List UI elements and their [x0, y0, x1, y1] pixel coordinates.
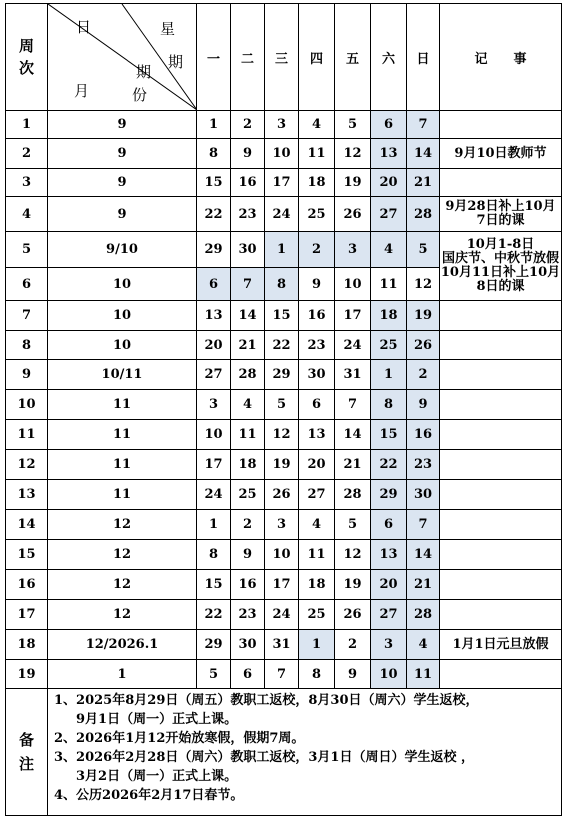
school-calendar-table: [5, 3, 562, 816]
date-cell: 27: [371, 197, 407, 232]
date-cell: 29: [197, 630, 231, 660]
date-cell: 15: [197, 570, 231, 600]
week-row: [6, 331, 562, 360]
event-note: 1月1日元旦放假: [440, 630, 562, 660]
date-cell: 13: [371, 540, 407, 570]
event-note-empty: [440, 540, 562, 570]
remark-line: 1、2025年8月29日（周五）教职工返校，8月30日（周六）学生返校，: [54, 693, 479, 708]
date-cell: 8: [265, 268, 299, 301]
date-cell: 21: [231, 331, 265, 360]
month-cell: 10/11: [48, 360, 197, 390]
date-cell: 25: [371, 331, 407, 360]
month-cell: 12: [48, 510, 197, 540]
event-line: 国庆节、中秋节放假: [441, 251, 559, 266]
date-cell: 19: [335, 570, 371, 600]
date-cell: 1: [265, 232, 299, 268]
week-row: [6, 450, 562, 480]
date-cell: 30: [231, 630, 265, 660]
date-cell: 9: [231, 139, 265, 169]
remarks-row: [6, 689, 562, 816]
month-cell: 12/2026.1: [48, 630, 197, 660]
month-cell: 12: [48, 570, 197, 600]
date-cell: 20: [371, 570, 407, 600]
day-header-sat: 六: [371, 4, 407, 111]
day-header-fri: 五: [335, 4, 371, 111]
date-cell: 24: [197, 480, 231, 510]
event-note-empty: [440, 360, 562, 390]
event-note-empty: [440, 331, 562, 360]
event-line: 9月28日补上10月: [445, 199, 556, 214]
date-cell: 8: [299, 660, 335, 689]
date-cell: 11: [407, 660, 440, 689]
week-number: 15: [6, 540, 48, 570]
corner-qi-upper: 期: [168, 53, 184, 71]
date-cell: 21: [407, 570, 440, 600]
date-cell: 24: [265, 197, 299, 232]
date-cell: 6: [231, 660, 265, 689]
date-cell: 14: [407, 139, 440, 169]
date-cell: 31: [335, 360, 371, 390]
event-note-empty: [440, 510, 562, 540]
remark-line: 3、2026年2月28日（周六）教职工返校，3月1日（周日）学生返校 ，: [54, 750, 474, 765]
date-cell: 1: [197, 111, 231, 139]
date-cell: 12: [407, 268, 440, 301]
week-row: [6, 480, 562, 510]
date-cell: 3: [197, 390, 231, 420]
remark-line: 3月2日（周一）正式上课。: [76, 769, 238, 784]
week-number: 9: [6, 360, 48, 390]
month-cell: 11: [48, 390, 197, 420]
date-cell: 23: [407, 450, 440, 480]
date-cell: 2: [407, 360, 440, 390]
week-row: [6, 540, 562, 570]
date-cell: 17: [197, 450, 231, 480]
date-cell: 15: [197, 169, 231, 197]
date-cell: 6: [371, 111, 407, 139]
date-cell: 15: [371, 420, 407, 450]
date-cell: 9: [231, 540, 265, 570]
event-line: 8日的课: [476, 279, 525, 294]
week-row: [6, 570, 562, 600]
date-cell: 19: [335, 169, 371, 197]
date-cell: 3: [265, 111, 299, 139]
event-line: 7日的课: [476, 213, 525, 228]
event-note-empty: [440, 420, 562, 450]
event-note: [440, 197, 562, 232]
date-cell: 26: [265, 480, 299, 510]
date-cell: 11: [231, 420, 265, 450]
week-row: [6, 660, 562, 689]
date-cell: 18: [299, 570, 335, 600]
month-cell: 9: [48, 197, 197, 232]
date-cell: 5: [407, 232, 440, 268]
week-number: 8: [6, 331, 48, 360]
week-row: [6, 600, 562, 630]
date-cell: 29: [371, 480, 407, 510]
date-cell: 5: [265, 390, 299, 420]
date-cell: 10: [335, 268, 371, 301]
date-cell: 4: [231, 390, 265, 420]
date-cell: 27: [197, 360, 231, 390]
corner-yue: 月: [74, 82, 90, 100]
month-cell: 11: [48, 420, 197, 450]
remark-line: 4、公历2026年2月17日春节。: [54, 788, 244, 803]
corner-qi-lower: 期: [136, 63, 152, 81]
date-cell: 9: [299, 268, 335, 301]
date-cell: 12: [335, 540, 371, 570]
date-cell: 25: [231, 480, 265, 510]
date-cell: 11: [299, 139, 335, 169]
date-cell: 14: [335, 420, 371, 450]
date-cell: 28: [231, 360, 265, 390]
event-note-empty: [440, 450, 562, 480]
date-cell: 3: [371, 630, 407, 660]
date-cell: 8: [371, 390, 407, 420]
month-cell: 9: [48, 139, 197, 169]
week-number: 13: [6, 480, 48, 510]
week-number: 17: [6, 600, 48, 630]
date-cell: 1: [371, 360, 407, 390]
week-number: 1: [6, 111, 48, 139]
date-cell: 1: [299, 630, 335, 660]
date-cell: 23: [231, 197, 265, 232]
date-cell: 28: [407, 600, 440, 630]
month-cell: 11: [48, 480, 197, 510]
week-number: 18: [6, 630, 48, 660]
date-cell: 5: [335, 510, 371, 540]
date-cell: 18: [371, 301, 407, 331]
event-note: 9月10日教师节: [440, 139, 562, 169]
date-cell: 8: [197, 139, 231, 169]
event-note-empty: [440, 600, 562, 630]
corner-header-cell: [48, 4, 197, 111]
date-cell: 10: [371, 660, 407, 689]
date-cell: 18: [299, 169, 335, 197]
date-cell: 16: [299, 301, 335, 331]
day-header-mon: 一: [197, 4, 231, 111]
week-number: 14: [6, 510, 48, 540]
date-cell: 12: [265, 420, 299, 450]
month-cell: 12: [48, 540, 197, 570]
date-cell: 30: [231, 232, 265, 268]
day-header-wed: 三: [265, 4, 299, 111]
remark-line: 2、2026年1月12开始放寒假，假期7周。: [54, 731, 305, 746]
month-cell: 12: [48, 600, 197, 630]
date-cell: 31: [265, 630, 299, 660]
month-cell: 10: [48, 301, 197, 331]
date-cell: 29: [265, 360, 299, 390]
date-cell: 10: [265, 139, 299, 169]
week-row: [6, 169, 562, 197]
date-cell: 4: [299, 111, 335, 139]
date-cell: 7: [335, 390, 371, 420]
week-column-label: 周 次: [18, 37, 34, 77]
date-cell: 13: [299, 420, 335, 450]
date-cell: 30: [407, 480, 440, 510]
date-cell: 6: [299, 390, 335, 420]
event-note-empty: [440, 169, 562, 197]
date-cell: 17: [265, 570, 299, 600]
remarks-label-char: 注: [18, 755, 34, 773]
month-cell: 9/10: [48, 232, 197, 268]
date-cell: 5: [335, 111, 371, 139]
event-note-empty: [440, 660, 562, 689]
date-cell: 2: [299, 232, 335, 268]
date-cell: 19: [265, 450, 299, 480]
date-cell: 3: [265, 510, 299, 540]
date-cell: 9: [407, 390, 440, 420]
week-column-header: [6, 4, 48, 111]
event-line: 10月1-8日: [466, 237, 535, 252]
remarks-label-char: 备: [18, 731, 34, 749]
date-cell: 23: [299, 331, 335, 360]
week-number: 16: [6, 570, 48, 600]
date-cell: 2: [231, 510, 265, 540]
date-cell: 4: [371, 232, 407, 268]
week-row: [6, 360, 562, 390]
date-cell: 8: [197, 540, 231, 570]
remark-line: 9月1日（周一）正式上课。: [76, 712, 238, 727]
date-cell: 22: [265, 331, 299, 360]
date-cell: 24: [335, 331, 371, 360]
date-cell: 20: [299, 450, 335, 480]
day-header-sun: 日: [407, 4, 440, 111]
notes-column-header: 记 事: [440, 4, 562, 111]
month-cell: 10: [48, 331, 197, 360]
event-note-empty: [440, 301, 562, 331]
date-cell: 7: [407, 111, 440, 139]
date-cell: 15: [265, 301, 299, 331]
date-cell: 14: [231, 301, 265, 331]
week-number: 4: [6, 197, 48, 232]
date-cell: 4: [299, 510, 335, 540]
date-cell: 22: [197, 197, 231, 232]
week-number: 7: [6, 301, 48, 331]
month-cell: 11: [48, 450, 197, 480]
date-cell: 22: [197, 600, 231, 630]
date-cell: 2: [335, 630, 371, 660]
week-row: [6, 301, 562, 331]
week-row: [6, 139, 562, 169]
event-line: 10月11日补上10月: [440, 265, 561, 280]
date-cell: 12: [335, 139, 371, 169]
header-row: [6, 4, 562, 111]
date-cell: 21: [335, 450, 371, 480]
week-row: [6, 630, 562, 660]
date-cell: 16: [231, 169, 265, 197]
date-cell: 23: [231, 600, 265, 630]
date-cell: 21: [407, 169, 440, 197]
date-cell: 20: [371, 169, 407, 197]
date-cell: 16: [231, 570, 265, 600]
week-number: 10: [6, 390, 48, 420]
date-cell: 28: [335, 480, 371, 510]
date-cell: 24: [265, 600, 299, 630]
date-cell: 16: [407, 420, 440, 450]
day-header-tue: 二: [231, 4, 265, 111]
week-number: 3: [6, 169, 48, 197]
date-cell: 6: [197, 268, 231, 301]
date-cell: 11: [299, 540, 335, 570]
event-note-empty: [440, 111, 562, 139]
week-number: 12: [6, 450, 48, 480]
date-cell: 1: [197, 510, 231, 540]
week-number: 2: [6, 139, 48, 169]
week-number: 5: [6, 232, 48, 268]
month-cell: 1: [48, 660, 197, 689]
date-cell: 10: [197, 420, 231, 450]
corner-fen: 份: [132, 86, 148, 104]
event-note-empty: [440, 570, 562, 600]
week-row: [6, 390, 562, 420]
date-cell: 18: [231, 450, 265, 480]
event-note: [440, 232, 562, 301]
month-cell: 9: [48, 111, 197, 139]
date-cell: 29: [197, 232, 231, 268]
date-cell: 26: [407, 331, 440, 360]
date-cell: 7: [231, 268, 265, 301]
month-cell: 9: [48, 169, 197, 197]
date-cell: 5: [197, 660, 231, 689]
month-cell: 10: [48, 268, 197, 301]
date-cell: 26: [335, 197, 371, 232]
date-cell: 17: [335, 301, 371, 331]
date-cell: 7: [407, 510, 440, 540]
date-cell: 28: [407, 197, 440, 232]
date-cell: 9: [335, 660, 371, 689]
date-cell: 10: [265, 540, 299, 570]
date-cell: 22: [371, 450, 407, 480]
date-cell: 25: [299, 600, 335, 630]
week-number: 6: [6, 268, 48, 301]
date-cell: 14: [407, 540, 440, 570]
date-cell: 3: [335, 232, 371, 268]
day-header-thu: 四: [299, 4, 335, 111]
event-note-empty: [440, 390, 562, 420]
remarks-label: [6, 689, 48, 816]
date-cell: 20: [197, 331, 231, 360]
date-cell: 2: [231, 111, 265, 139]
event-note-empty: [440, 480, 562, 510]
week-row: [6, 232, 562, 268]
week-number: 11: [6, 420, 48, 450]
date-cell: 7: [265, 660, 299, 689]
date-cell: 13: [371, 139, 407, 169]
week-row: [6, 111, 562, 139]
date-cell: 26: [335, 600, 371, 630]
week-row: [6, 420, 562, 450]
date-cell: 30: [299, 360, 335, 390]
date-cell: 6: [371, 510, 407, 540]
date-cell: 27: [371, 600, 407, 630]
corner-ri: 日: [76, 18, 92, 36]
date-cell: 27: [299, 480, 335, 510]
date-cell: 11: [371, 268, 407, 301]
week-row: [6, 197, 562, 232]
remarks-content: [48, 689, 562, 816]
date-cell: 25: [299, 197, 335, 232]
week-row: [6, 510, 562, 540]
week-number: 19: [6, 660, 48, 689]
date-cell: 17: [265, 169, 299, 197]
date-cell: 13: [197, 301, 231, 331]
date-cell: 19: [407, 301, 440, 331]
corner-xing: 星: [160, 20, 176, 38]
date-cell: 4: [407, 630, 440, 660]
